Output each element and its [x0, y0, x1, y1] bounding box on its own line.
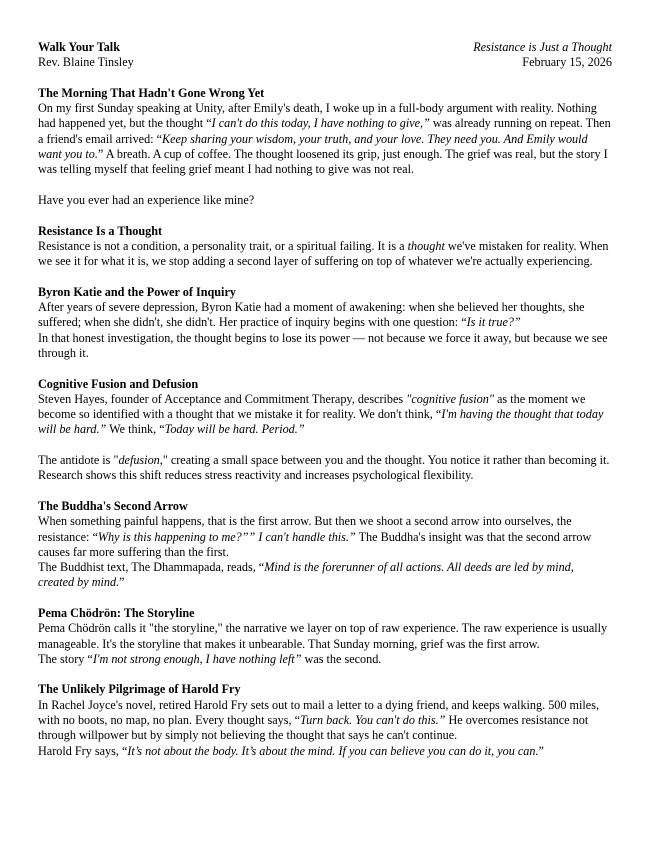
section-resistance-thought — [38, 224, 612, 270]
paragraph: The antidote is "defusion," creating a small space between you and the thought. You notice it rather than becoming it. Research shows this shift reduces stress reactivity and increases psychological flexibility. — [38, 453, 610, 483]
paragraph: Have you ever had an experience like mine? — [38, 192, 255, 207]
header-row-2 — [38, 55, 612, 70]
section-heading: The Unlikely Pilgrimage of Harold Fry — [38, 682, 241, 697]
section-heading: The Buddha's Second Arrow — [38, 498, 188, 513]
section-heading: Resistance Is a Thought — [38, 223, 163, 238]
section-storyline — [38, 606, 612, 667]
paragraph: In that honest investigation, the thought begins to lose its power — not because we force it away, but because we see through it. — [38, 330, 608, 360]
section-heading: Byron Katie and the Power of Inquiry — [38, 284, 236, 299]
paragraph: Pema Chödrön calls it "the storyline," the narrative we layer on top of raw experience. The raw experience is usually manageable. It's the storyline that makes it unbearable. That Sunday morning, grief was the first arrow. — [38, 621, 608, 651]
section-heading: Pema Chödrön: The Storyline — [38, 605, 195, 620]
section-heading: Cognitive Fusion and Defusion — [38, 376, 199, 391]
document-body — [38, 40, 612, 759]
section-defusion — [38, 377, 612, 484]
section-morning — [38, 86, 612, 208]
paragraph: In Rachel Joyce's novel, retired Harold Fry sets out to mail a letter to a dying friend, and keeps walking. 500 miles, with no boots, no map, no plan. Every thought says, “Turn back. You can't do this.” He overcomes resistance not through willpower but by simply not believing the thought that says he can't continue. — [38, 697, 599, 743]
talk-title: Resistance is Just a Thought — [473, 40, 612, 54]
section-second-arrow — [38, 499, 612, 591]
header-row-1 — [38, 40, 612, 55]
section-heading: The Morning That Hadn't Gone Wrong Yet — [38, 85, 265, 100]
paragraph: Steven Hayes, founder of Acceptance and Commitment Therapy, describes "cognitive fusion" as the moment we become so identified with a thought that we mistake it for reality. We don't think, “I'm having the thought that today will be hard.” We think, “Today will be hard. Period.” — [38, 391, 604, 437]
section-byron-katie — [38, 285, 612, 361]
paragraph: Resistance is not a condition, a personality trait, or a spiritual failing. It is a thought we've mistaken for reality. When we see it for what it is, we stop adding a second layer of suffering on top of whatever we're actually experiencing. — [38, 238, 609, 269]
paragraph: On my first Sunday speaking at Unity, after Emily's death, I woke up in a full-body argument with reality. Nothing had happened yet, but the thought “I can't do this today, I have nothing to give,” was already running on repeat. Then a friend's email arrived: “Keep sharing your wisdom, your truth, and your love. They need you. And Emily would want you to.” A breath. A cup of coffee. The thought loosened its grip, just enough. The grief was real, but the story I was telling myself that feeling grief meant I had nothing to give was not real. — [38, 101, 611, 177]
section-harold-fry — [38, 682, 612, 758]
show-title: Walk Your Talk — [38, 40, 120, 54]
paragraph: After years of severe depression, Byron Katie had a moment of awakening: when she believed her thoughts, she suffered; when she didn't, she didn't. Her practice of inquiry begins with one question: “Is it true?” — [38, 300, 585, 330]
paragraph: The Buddhist text, The Dhammapada, reads, “Mind is the forerunner of all actions. All deeds are led by mind, created by mind.” — [38, 560, 574, 590]
talk-date: February 15, 2026 — [522, 55, 612, 70]
paragraph: Harold Fry says, “It’s not about the body. It’s about the mind. If you can believe you can do it, you can.” — [38, 743, 544, 758]
speaker-name: Rev. Blaine Tinsley — [38, 55, 134, 70]
paragraph: When something painful happens, that is the first arrow. But then we shoot a second arrow into ourselves, the resistance: “Why is this happening to me?”” I can't handle this.” The Buddha's insight was that the second arrow causes far more suffering than the first. — [38, 514, 592, 559]
paragraph: The story “I'm not strong enough, I have nothing left” was the second. — [38, 651, 382, 666]
